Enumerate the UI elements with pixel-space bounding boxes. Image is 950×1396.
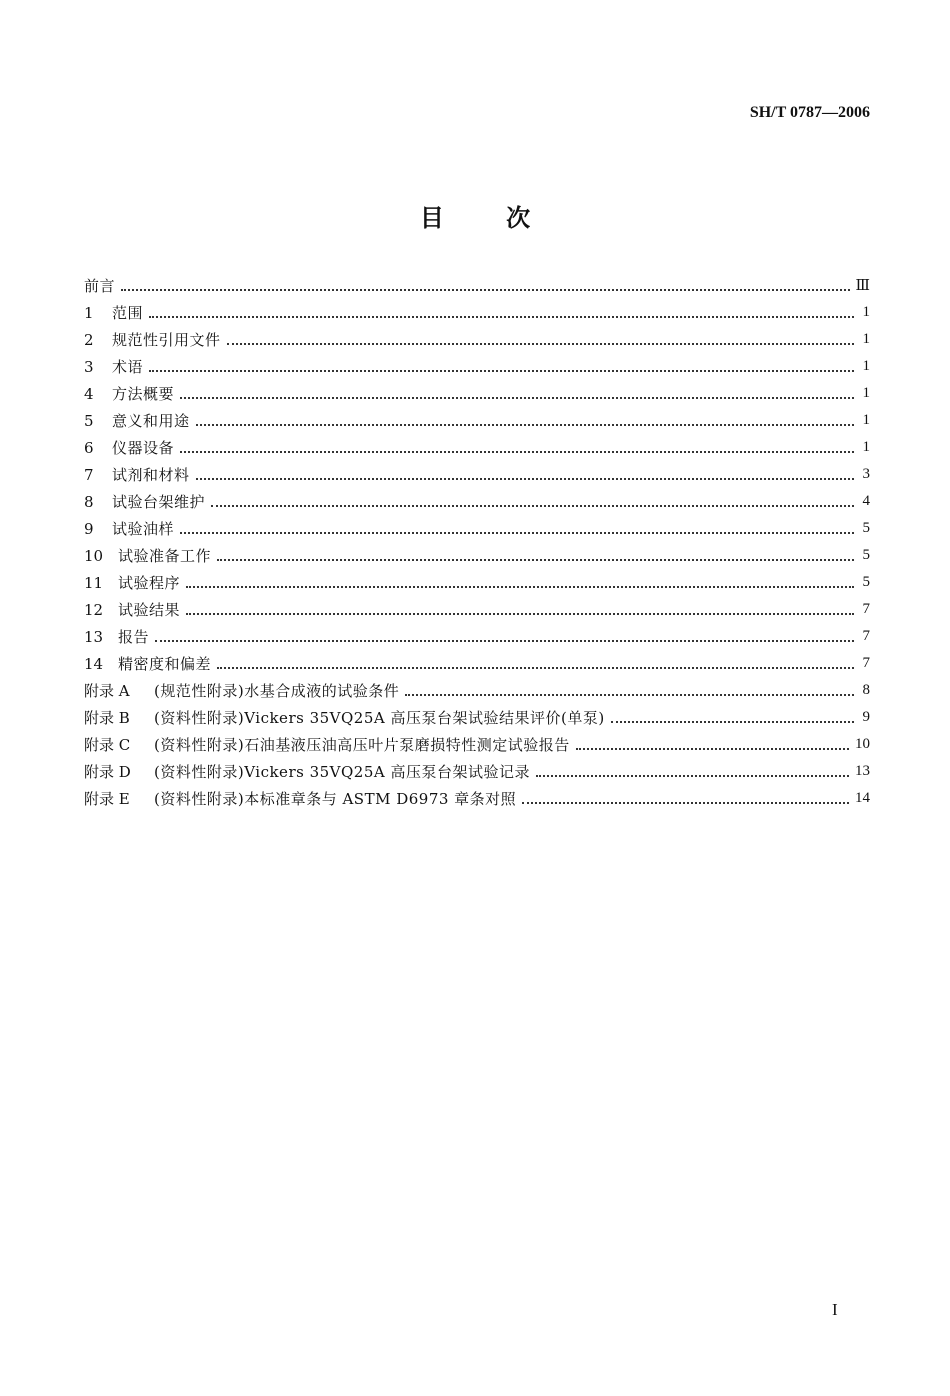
- toc-entry-number: 附录 C: [84, 736, 131, 754]
- leader-dots: [186, 586, 854, 588]
- toc-entry-number: 8: [84, 492, 94, 511]
- toc-entry-number: 6: [84, 438, 94, 457]
- toc-entry-label: 试验程序: [118, 574, 181, 592]
- toc-entry-number: 2: [84, 330, 94, 349]
- toc-entry-6[interactable]: [84, 434, 870, 461]
- toc-entry-label: 意义和用途: [112, 412, 190, 430]
- toc-title-char-2: 次: [506, 204, 531, 232]
- toc-entry-label: 前言: [84, 277, 116, 295]
- toc-entry-label: (资料性附录)本标准章条与 ASTM D6973 章条对照: [154, 790, 517, 808]
- toc-entry-page: 8: [862, 682, 870, 698]
- toc-entry-page: 5: [862, 547, 870, 563]
- toc-entry-page: 7: [862, 655, 870, 671]
- leader-dots: [217, 559, 854, 561]
- toc-entry-label: 术语: [112, 358, 144, 376]
- toc-entry-page: 1: [862, 358, 870, 374]
- toc-entry-number: 7: [84, 465, 94, 484]
- toc-entry-label: 报告: [118, 628, 150, 646]
- toc-entry-number: 9: [84, 519, 94, 538]
- leader-dots: [405, 694, 854, 696]
- toc-entry-page: Ⅲ: [855, 278, 870, 294]
- toc-entry-page: 7: [862, 628, 870, 644]
- leader-dots: [217, 667, 854, 669]
- toc-entry-label: 试验准备工作: [118, 547, 212, 565]
- toc-entry-label: (资料性附录)Vickers 35VQ25A 高压泵台架试验结果评价(单泵): [154, 709, 605, 727]
- leader-dots: [576, 748, 849, 750]
- toc-entry-appendix-e[interactable]: [84, 785, 870, 812]
- leader-dots: [180, 532, 854, 534]
- toc-entry-label: 试验结果: [118, 601, 181, 619]
- leader-dots: [186, 613, 854, 615]
- toc-entry-14[interactable]: [84, 650, 870, 677]
- toc-entry-label: 范围: [112, 304, 144, 322]
- toc-entry-12[interactable]: [84, 596, 870, 623]
- toc-entry-number: 1: [84, 303, 94, 322]
- leader-dots: [155, 640, 854, 642]
- toc-entry-number: 14: [84, 654, 104, 673]
- toc-entry-page: 1: [862, 304, 870, 320]
- table-of-contents: [84, 272, 870, 812]
- toc-entry-2[interactable]: [84, 326, 870, 353]
- leader-dots: [180, 451, 854, 453]
- toc-entry-label: (资料性附录)Vickers 35VQ25A 高压泵台架试验记录: [154, 763, 530, 781]
- toc-entry-page: 7: [862, 601, 870, 617]
- toc-entry-page: 14: [855, 790, 870, 806]
- toc-entry-label: 仪器设备: [112, 439, 175, 457]
- toc-entry-page: 9: [862, 709, 870, 725]
- toc-entry-number: 附录 D: [84, 763, 131, 781]
- toc-entry-label: 试验台架维护: [112, 493, 206, 511]
- toc-entry-11[interactable]: [84, 569, 870, 596]
- leader-dots: [536, 775, 849, 777]
- toc-entry-1[interactable]: [84, 299, 870, 326]
- toc-entry-13[interactable]: [84, 623, 870, 650]
- leader-dots: [196, 424, 854, 426]
- toc-entry-foreword[interactable]: [84, 272, 870, 299]
- toc-entry-appendix-b[interactable]: [84, 704, 870, 731]
- toc-entry-number: 4: [84, 384, 94, 403]
- leader-dots: [522, 802, 849, 804]
- toc-entry-page: 1: [862, 385, 870, 401]
- toc-entry-5[interactable]: [84, 407, 870, 434]
- toc-entry-number: 3: [84, 357, 94, 376]
- toc-entry-page: 10: [855, 736, 870, 752]
- toc-entry-label: 精密度和偏差: [118, 655, 212, 673]
- leader-dots: [149, 316, 854, 318]
- leader-dots: [611, 721, 854, 723]
- toc-entry-number: 12: [84, 600, 104, 619]
- leader-dots: [227, 343, 854, 345]
- toc-entry-label: 试验油样: [112, 520, 175, 538]
- toc-entry-appendix-a[interactable]: [84, 677, 870, 704]
- toc-entry-label: (规范性附录)水基合成液的试验条件: [154, 682, 400, 700]
- page-number: I: [832, 1300, 838, 1319]
- toc-entry-3[interactable]: [84, 353, 870, 380]
- leader-dots: [121, 289, 850, 291]
- toc-entry-page: 1: [862, 331, 870, 347]
- toc-entry-page: 5: [862, 520, 870, 536]
- toc-entry-label: (资料性附录)石油基液压油高压叶片泵磨损特性测定试验报告: [154, 736, 570, 754]
- toc-entry-page: 1: [862, 412, 870, 428]
- toc-entry-7[interactable]: [84, 461, 870, 488]
- toc-entry-page: 3: [862, 466, 870, 482]
- toc-entry-number: 11: [84, 573, 104, 592]
- toc-entry-9[interactable]: [84, 515, 870, 542]
- toc-title: [0, 198, 950, 233]
- toc-entry-number: 附录 A: [84, 682, 130, 700]
- toc-title-char-1: 目: [419, 204, 444, 232]
- toc-entry-page: 5: [862, 574, 870, 590]
- toc-entry-page: 13: [855, 763, 870, 779]
- toc-entry-page: 1: [862, 439, 870, 455]
- leader-dots: [196, 478, 854, 480]
- toc-entry-appendix-c[interactable]: [84, 731, 870, 758]
- toc-entry-label: 规范性引用文件: [112, 331, 221, 349]
- toc-entry-number: 附录 E: [84, 790, 130, 808]
- toc-entry-label: 试剂和材料: [112, 466, 190, 484]
- leader-dots: [180, 397, 854, 399]
- toc-entry-label: 方法概要: [112, 385, 175, 403]
- toc-entry-number: 10: [84, 546, 104, 565]
- toc-entry-number: 13: [84, 627, 104, 646]
- toc-entry-10[interactable]: [84, 542, 870, 569]
- toc-entry-number: 附录 B: [84, 709, 130, 727]
- toc-entry-8[interactable]: [84, 488, 870, 515]
- toc-entry-number: 5: [84, 411, 94, 430]
- leader-dots: [149, 370, 854, 372]
- leader-dots: [211, 505, 854, 507]
- toc-entry-appendix-d[interactable]: [84, 758, 870, 785]
- document-code: SH/T 0787—2006: [749, 104, 870, 121]
- toc-entry-4[interactable]: [84, 380, 870, 407]
- toc-entry-page: 4: [862, 493, 870, 509]
